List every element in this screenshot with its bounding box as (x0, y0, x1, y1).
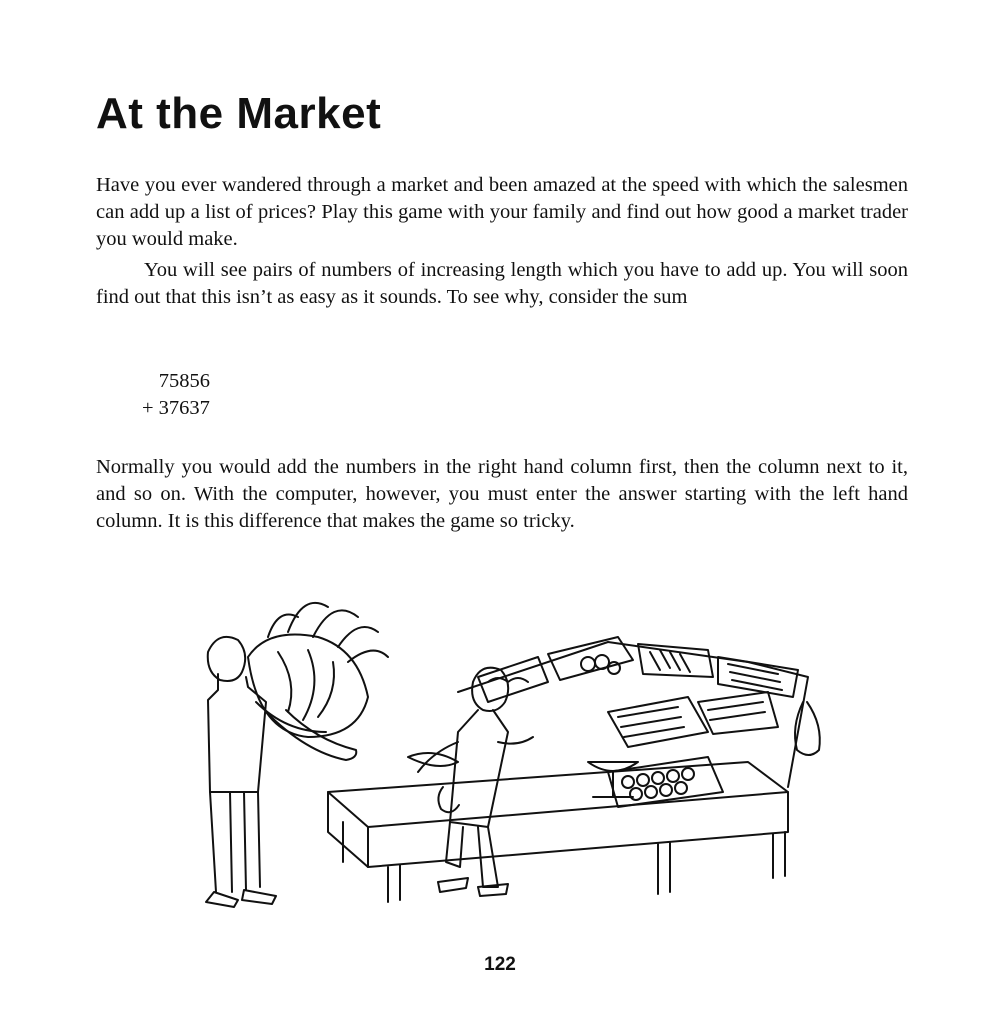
intro-paragraph: Have you ever wandered through a market and been amazed at the speed with which the salesmen can add up a list of prices? Play this game with your family and find out how good a market trader you would make. (96, 174, 908, 251)
page-number: 122 (484, 954, 516, 975)
market-stall (328, 637, 820, 902)
sum-addend-2: + 37637 (142, 397, 210, 419)
market-stall-illustration (188, 582, 828, 922)
explanation-paragraph: Normally you would add the numbers in the right hand column first, then the column next to it, and so on. With the computer, however, you must enter the answer starting with the left hand column. It is this difference that makes the game so tricky. (96, 456, 908, 533)
example-sum (142, 368, 210, 422)
instructions-paragraph: You will see pairs of numbers of increasing length which you have to add up. You will soon find out that this isn’t as easy as it sounds. To see why, consider the sum (96, 259, 908, 309)
sum-addend-1: 75856 (158, 370, 210, 392)
page-title: At the Market (96, 89, 382, 138)
